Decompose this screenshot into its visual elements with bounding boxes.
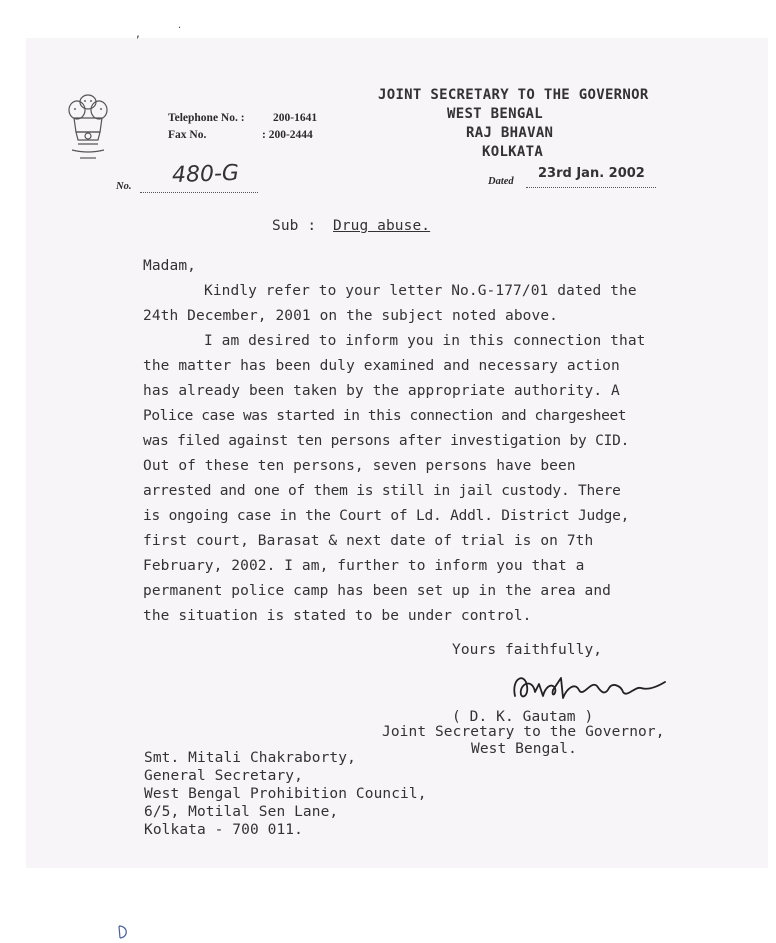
telephone-label: Telephone No. :: [168, 112, 245, 124]
addressee-line: West Bengal Prohibition Council,: [144, 786, 427, 802]
office-line: KOLKATA: [482, 144, 544, 160]
body-line: was filed against ten persons after investigation by CID.: [143, 433, 630, 449]
stray-mark: .: [178, 20, 182, 31]
reference-number-label: No.: [116, 181, 132, 192]
body-line: Police case was started in this connection and chargesheet: [143, 408, 627, 424]
subject-text: Drug abuse.: [333, 218, 431, 234]
signature-mark: [505, 668, 675, 708]
addressee-line: General Secretary,: [144, 768, 303, 784]
body-line: permanent police camp has been set up in the area and: [143, 583, 611, 599]
stray-pen-mark: [116, 924, 132, 940]
subject-label: Sub :: [272, 218, 317, 234]
body-line: the matter has been duly examined and necessary action: [143, 358, 620, 374]
closing: Yours faithfully,: [452, 642, 603, 658]
body-line: first court, Barasat & next date of trial is on 7th: [143, 533, 594, 549]
state-emblem-icon: [66, 92, 110, 168]
body-line: Out of these ten persons, seven persons have been: [143, 458, 576, 474]
reference-dotted-line: [140, 192, 258, 193]
body-line: the situation is stated to be under control.: [143, 608, 532, 624]
stray-mark: ,: [136, 26, 140, 40]
reference-number: 480-G: [171, 160, 240, 189]
body-line: Kindly refer to your letter No.G-177/01 dated the: [204, 283, 637, 299]
date-label: Dated: [488, 176, 514, 187]
fax-number: : 200-2444: [262, 129, 313, 141]
signatory-name: ( D. K. Gautam ): [452, 709, 594, 725]
office-line: RAJ BHAVAN: [466, 125, 554, 141]
body-line: has already been taken by the appropriate authority. A: [143, 383, 620, 399]
body-line: arrested and one of them is still in jail custody. There: [143, 483, 621, 499]
telephone-number: 200-1641: [273, 112, 318, 124]
office-line: JOINT SECRETARY TO THE GOVERNOR: [378, 87, 649, 103]
body-line: 24th December, 2001 on the subject noted above.: [143, 308, 558, 324]
date-value: 23rd Jan. 2002: [538, 166, 645, 181]
date-dotted-line: [526, 187, 656, 188]
addressee-line: Kolkata - 700 011.: [144, 822, 303, 838]
addressee-line: Smt. Mitali Chakraborty,: [144, 750, 356, 766]
fax-label: Fax No.: [168, 129, 207, 141]
body-line: February, 2002. I am, further to inform you that a: [143, 558, 585, 574]
salutation: Madam,: [143, 258, 196, 274]
addressee-line: 6/5, Motilal Sen Lane,: [144, 804, 339, 820]
signatory-title: Joint Secretary to the Governor,: [382, 724, 665, 740]
body-line: I am desired to inform you in this connection that: [204, 333, 646, 349]
signatory-state: West Bengal.: [471, 741, 577, 757]
body-line: is ongoing case in the Court of Ld. Addl. District Judge,: [143, 508, 630, 524]
office-line: WEST BENGAL: [447, 106, 544, 122]
